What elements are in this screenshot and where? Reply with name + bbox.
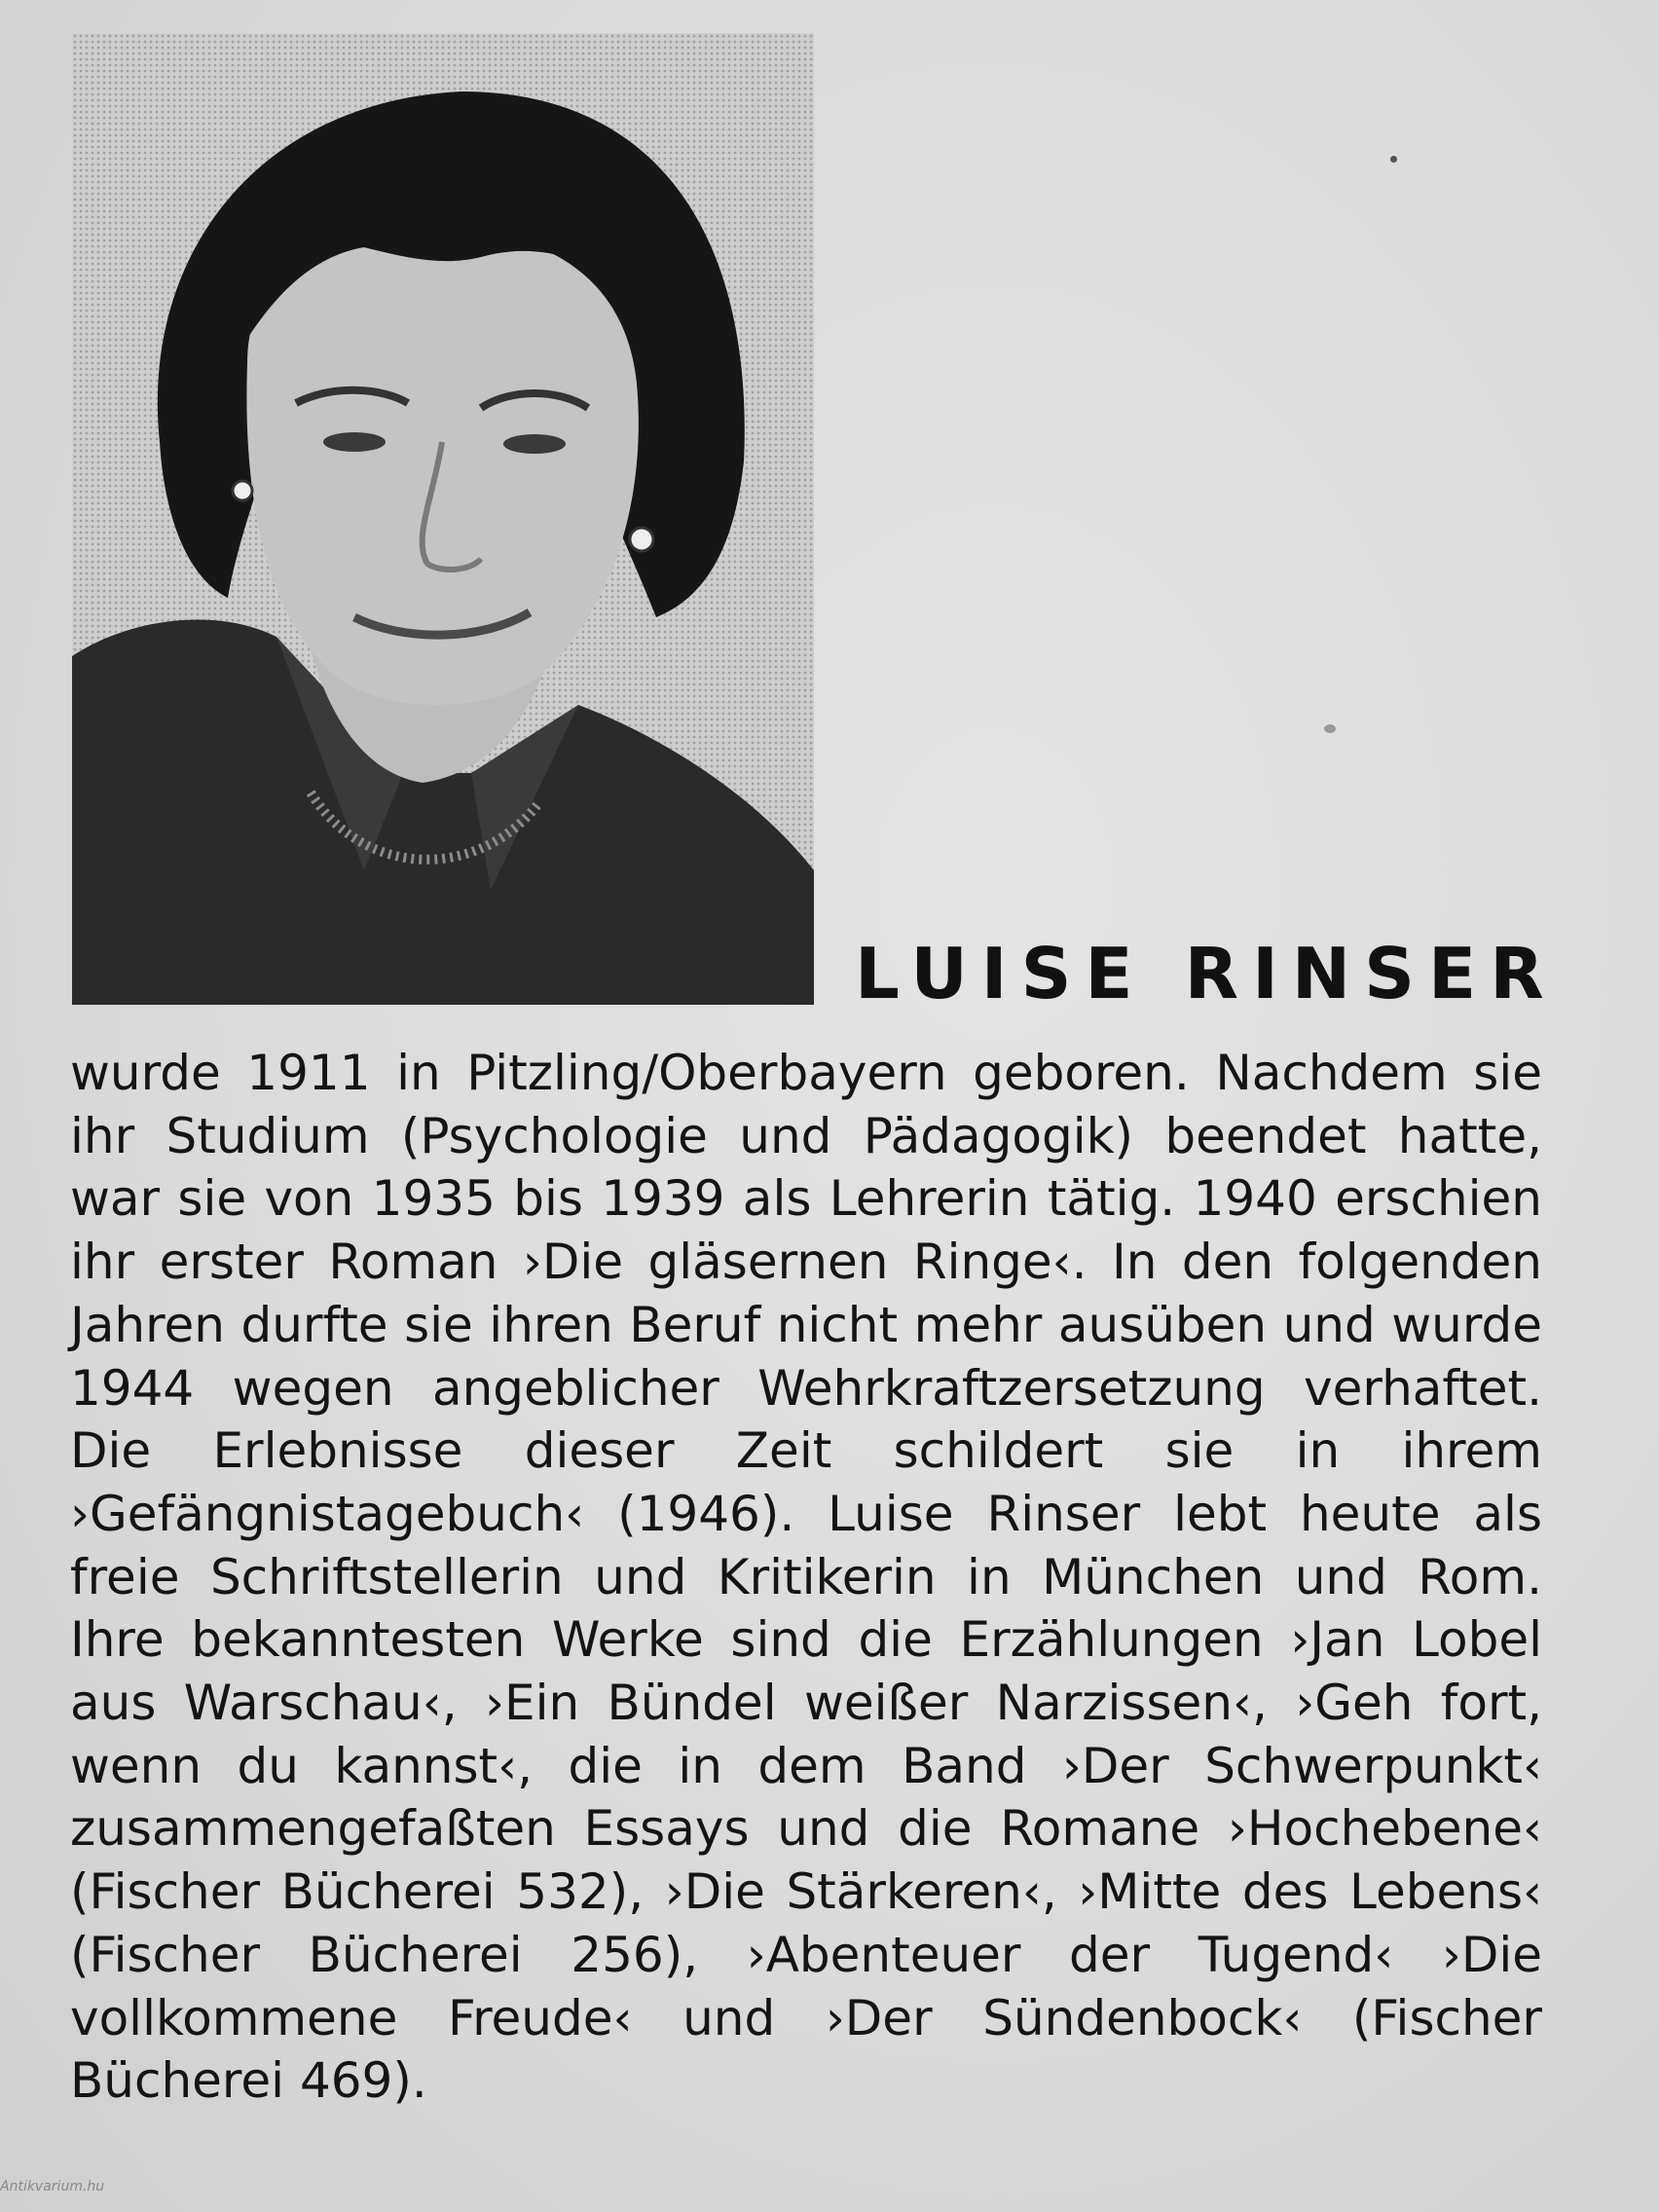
author-biography-text: wurde 1911 in Pitzling/Oberbayern geboren. Nachdem sie ihr Studium (Psychologie und Pädagogik) beendet hatte, war sie von 1935 bis 1939 als Lehrerin tätig. 1940 erschien ihr erster Roman ›Die gläsernen Ringe‹. In den folgenden Jahren durfte sie ihren Beruf nicht mehr ausüben und wurde 1944 wegen angeblicher Wehrkraftzersetzung verhaftet. Die Erlebnisse dieser Zeit schildert sie in ihrem ›Gefängnistagebuch‹ (1946). Luise Rinser lebt heute als freie Schriftstellerin und Kritikerin in München und Rom. Ihre bekanntesten Werke sind die Erzählungen ›Jan Lobel aus Warschau‹, ›Ein Bündel weißer Narzissen‹, ›Geh fort, wenn du kannst‹, die in dem Band ›Der Schwerpunkt‹ zusammengefaßten Essays und die Romane ›Hochebene‹ (Fischer Bücherei 532), ›Die Stärkeren‹, ›Mitte des Lebens‹ (Fischer Bücherei 256), ›Abenteuer der Tugend‹ ›Die vollkommene Freude‹ und ›Der Sündenbock‹ (Fischer Bücherei 469). [70, 1045, 1542, 2110]
watermark-label: Antikvarium.hu [0, 2179, 105, 2194]
author-portrait-photo [72, 33, 814, 1005]
paper-speck [1324, 724, 1336, 733]
author-name-heading: LUISE RINSER [855, 933, 1558, 1014]
portrait-illustration [72, 33, 814, 1005]
paper-speck [1390, 156, 1397, 163]
